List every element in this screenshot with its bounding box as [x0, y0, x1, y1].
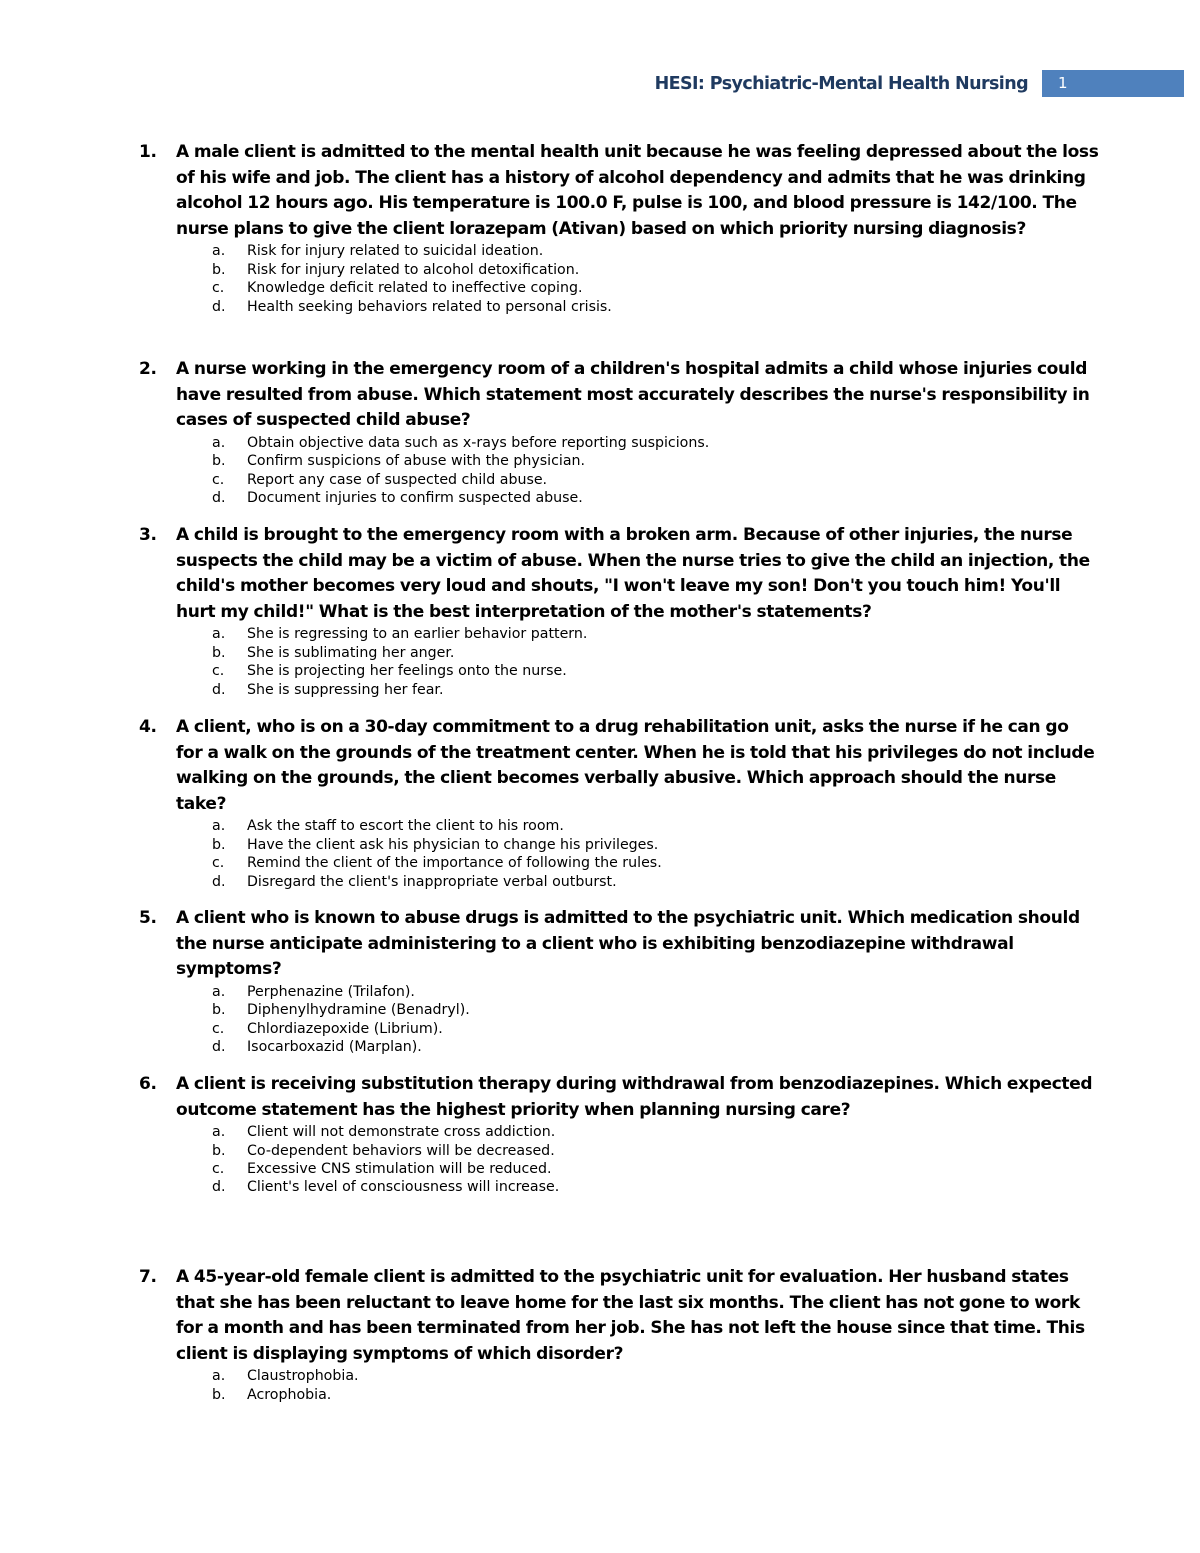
answer-option-b: [139, 1386, 1099, 1404]
option-text: Diphenylhydramine (Benadryl).: [247, 1002, 470, 1019]
option-letter: c.: [212, 280, 225, 297]
option-letter: b.: [212, 1386, 226, 1403]
option-text: Risk for injury related to alcohol detoxification.: [247, 261, 580, 278]
option-text: Report any case of suspected child abuse.: [247, 471, 548, 488]
answer-option-b: [139, 836, 1099, 854]
option-letter: a.: [212, 983, 226, 1000]
answer-option-b: [139, 452, 1099, 470]
option-text: Isocarboxazid (Marplan).: [247, 1038, 422, 1055]
option-text: Disregard the client's inappropriate verbal outburst.: [247, 873, 617, 890]
option-letter: a.: [212, 1124, 226, 1141]
question-text: A client who is known to abuse drugs is admitted to the psychiatric unit. Which medication should the nurse anticipate administering to a client who is exhibiting benzodiazepine withdrawal symptoms?: [176, 908, 1080, 980]
answer-option-d: [139, 873, 1099, 891]
answer-options: [139, 1367, 1099, 1404]
answer-option-b: [139, 261, 1099, 279]
option-text: Obtain objective data such as x-rays before reporting suspicions.: [247, 434, 710, 451]
option-letter: d.: [212, 298, 226, 315]
question-text: A child is brought to the emergency room with a broken arm. Because of other injuries, the nurse suspects the child may be a victim of abuse. When the nurse tries to give the child an injection, the child's mother becomes very loud and shouts, "I won't leave my son! Don't you touch him! You'll hurt my child!" What is the best interpretation of the mother's statements?: [176, 525, 1090, 622]
option-text: She is projecting her feelings onto the nurse.: [247, 663, 567, 680]
question-number: 4.: [139, 717, 157, 737]
answer-option-c: [139, 471, 1099, 489]
option-letter: d.: [212, 489, 226, 506]
option-letter: c.: [212, 855, 225, 872]
answer-option-a: [139, 817, 1099, 835]
option-letter: a.: [212, 626, 226, 643]
answer-option-a: [139, 625, 1099, 643]
answer-options: [139, 434, 1099, 508]
answer-options: [139, 817, 1099, 891]
question-number: 3.: [139, 525, 157, 545]
option-text: Perphenazine (Trilafon).: [247, 983, 415, 1000]
option-text: She is sublimating her anger.: [247, 644, 455, 661]
question-number: 5.: [139, 908, 157, 928]
document-title: HESI: Psychiatric-Mental Health Nursing: [654, 74, 1028, 94]
question-text: A male client is admitted to the mental health unit because he was feeling depressed about the loss of his wife and job. The client has a history of alcohol dependency and admits that he was drinking alcohol 12 hours ago. His temperature is 100.0 F, pulse is 100, and blood pressure is 142/100. The nurse plans to give the client lorazepam (Ativan) based on which priority nursing diagnosis?: [176, 142, 1099, 239]
answer-option-c: [139, 662, 1099, 680]
page-number-badge: 1: [1042, 70, 1184, 97]
option-letter: d.: [212, 1179, 226, 1196]
question-1: [139, 140, 1099, 316]
option-letter: a.: [212, 818, 226, 835]
option-letter: a.: [212, 434, 226, 451]
option-text: Document injuries to confirm suspected abuse.: [247, 489, 583, 506]
answer-option-d: [139, 489, 1099, 507]
option-letter: b.: [212, 644, 226, 661]
option-letter: c.: [212, 663, 225, 680]
question-3: [139, 523, 1099, 699]
option-letter: a.: [212, 243, 226, 260]
answer-option-c: [139, 1020, 1099, 1038]
answer-options: [139, 983, 1099, 1057]
option-letter: b.: [212, 261, 226, 278]
question-text: A client, who is on a 30-day commitment to a drug rehabilitation unit, asks the nurse if he can go for a walk on the grounds of the treatment center. When he is told that his privileges do not include walking on the grounds, the client becomes verbally abusive. Which approach should the nurse take?: [176, 717, 1095, 814]
option-letter: b.: [212, 836, 226, 853]
option-text: Client's level of consciousness will increase.: [247, 1179, 560, 1196]
option-letter: d.: [212, 681, 226, 698]
answer-options: [139, 1123, 1099, 1197]
option-text: Have the client ask his physician to change his privileges.: [247, 836, 659, 853]
option-text: Risk for injury related to suicidal ideation.: [247, 243, 544, 260]
question-text: A 45-year-old female client is admitted to the psychiatric unit for evaluation. Her husband states that she has been reluctant to leave home for the last six months. The client has not gone to work for a month and has been terminated from her job. She has not left the house since that time. This client is displaying symptoms of which disorder?: [176, 1267, 1085, 1364]
option-letter: c.: [212, 1020, 225, 1037]
answer-option-c: [139, 854, 1099, 872]
option-text: Claustrophobia.: [247, 1368, 359, 1385]
option-letter: c.: [212, 471, 225, 488]
option-letter: c.: [212, 1160, 225, 1177]
question-number: 2.: [139, 359, 157, 379]
answer-options: [139, 625, 1099, 699]
question-number: 1.: [139, 142, 157, 162]
option-text: She is suppressing her fear.: [247, 681, 444, 698]
option-letter: d.: [212, 873, 226, 890]
option-letter: a.: [212, 1368, 226, 1385]
question-5: [139, 906, 1099, 1056]
answer-option-c: [139, 1160, 1099, 1178]
question-text: A nurse working in the emergency room of a children's hospital admits a child whose injuries could have resulted from abuse. Which statement most accurately describes the nurse's responsibility in cases of suspected child abuse?: [176, 359, 1090, 431]
option-text: Remind the client of the importance of following the rules.: [247, 855, 662, 872]
answer-option-a: [139, 434, 1099, 452]
option-text: Health seeking behaviors related to personal crisis.: [247, 298, 612, 315]
answer-option-a: [139, 242, 1099, 260]
option-text: Acrophobia.: [247, 1386, 332, 1403]
answer-option-d: [139, 681, 1099, 699]
page-header: [0, 66, 1200, 102]
option-letter: b.: [212, 453, 226, 470]
question-6: [139, 1072, 1099, 1197]
answer-option-d: [139, 298, 1099, 316]
option-text: Chlordiazepoxide (Librium).: [247, 1020, 443, 1037]
option-text: Ask the staff to escort the client to his room.: [247, 818, 564, 835]
option-text: Knowledge deficit related to ineffective coping.: [247, 280, 583, 297]
answer-option-a: [139, 983, 1099, 1001]
answer-option-a: [139, 1123, 1099, 1141]
answer-options: [139, 242, 1099, 316]
answer-option-d: [139, 1038, 1099, 1056]
question-2: [139, 357, 1099, 507]
question-number: 7.: [139, 1267, 157, 1287]
answer-option-c: [139, 279, 1099, 297]
answer-option-a: [139, 1367, 1099, 1385]
answer-option-b: [139, 644, 1099, 662]
option-text: She is regressing to an earlier behavior pattern.: [247, 626, 588, 643]
answer-option-b: [139, 1001, 1099, 1019]
question-7: [139, 1265, 1099, 1404]
option-letter: b.: [212, 1002, 226, 1019]
option-text: Client will not demonstrate cross addiction.: [247, 1124, 556, 1141]
option-letter: d.: [212, 1038, 226, 1055]
question-number: 6.: [139, 1074, 157, 1094]
option-text: Excessive CNS stimulation will be reduced.: [247, 1160, 552, 1177]
answer-option-b: [139, 1142, 1099, 1160]
option-text: Co-dependent behaviors will be decreased.: [247, 1142, 555, 1159]
question-4: [139, 715, 1099, 891]
answer-option-d: [139, 1178, 1099, 1196]
option-text: Confirm suspicions of abuse with the physician.: [247, 453, 586, 470]
option-letter: b.: [212, 1142, 226, 1159]
question-text: A client is receiving substitution therapy during withdrawal from benzodiazepines. Which expected outcome statement has the highest priority when planning nursing care?: [176, 1074, 1093, 1120]
